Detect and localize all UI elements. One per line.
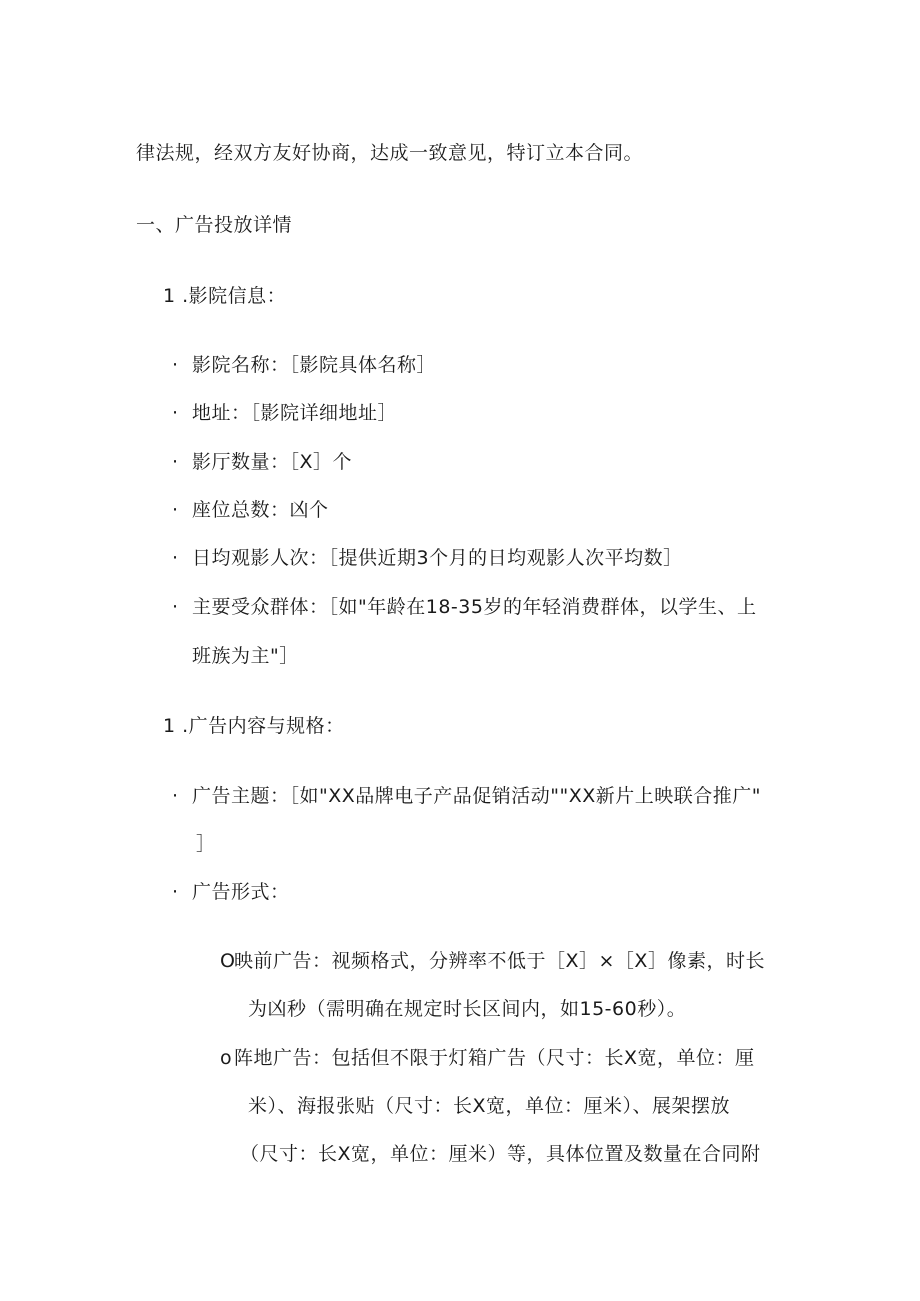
- list-item: 座位总数：凶个: [192, 499, 329, 521]
- list-item: 地址：［影院详细地址］: [192, 402, 398, 424]
- list-item: 广告形式：: [192, 881, 290, 903]
- bullet-icon: ·: [172, 547, 179, 569]
- bullet-icon: ·: [172, 881, 179, 903]
- list-item-continuation: 班族为主"］: [192, 645, 299, 667]
- intro-paragraph: 律法规，经双方友好协商，达成一致意见，特订立本合同。: [136, 142, 644, 164]
- bullet-icon: ·: [172, 785, 179, 807]
- sub-item-marker: o: [220, 1047, 233, 1069]
- bullet-icon: ·: [172, 354, 179, 376]
- subsection-heading-cinema-info: 1 .影院信息：: [163, 285, 287, 307]
- sub-item-line: 为凶秒（需明确在规定时长区间内，如15-60秒）。: [248, 998, 687, 1020]
- sub-item-line: （尺寸：长X宽，单位：厘米）等，具体位置及数量在合同附: [240, 1143, 761, 1165]
- list-item: 影厅数量：［X］个: [192, 451, 353, 473]
- list-item-continuation: ］: [196, 833, 216, 855]
- sub-item-marker: O: [220, 950, 236, 972]
- list-item: 主要受众群体：［如"年龄在18-35岁的年轻消费群体，以学生、上: [192, 596, 757, 618]
- bullet-icon: ·: [172, 596, 179, 618]
- list-item: 广告主题：［如"XX品牌电子产品促销活动""XX新片上映联合推广": [192, 785, 762, 807]
- bullet-icon: ·: [172, 499, 179, 521]
- sub-item-line: 阵地广告：包括但不限于灯箱广告（尺寸：长X宽，单位：厘: [234, 1047, 755, 1069]
- sub-item-line: 米）、海报张贴（尺寸：长X宽，单位：厘米）、展架摆放: [248, 1095, 731, 1117]
- section-heading: 一、广告投放详情: [136, 214, 293, 236]
- subsection-heading-ad-content: 1 .广告内容与规格：: [163, 715, 345, 737]
- sub-item-line: 映前广告：视频格式，分辨率不低于［X］×［X］像素，时长: [234, 950, 765, 972]
- list-item: 影院名称：［影院具体名称］: [192, 354, 437, 376]
- bullet-icon: ·: [172, 402, 179, 424]
- list-item: 日均观影人次：［提供近期3个月的日均观影人次平均数］: [192, 547, 683, 569]
- bullet-icon: ·: [172, 451, 179, 473]
